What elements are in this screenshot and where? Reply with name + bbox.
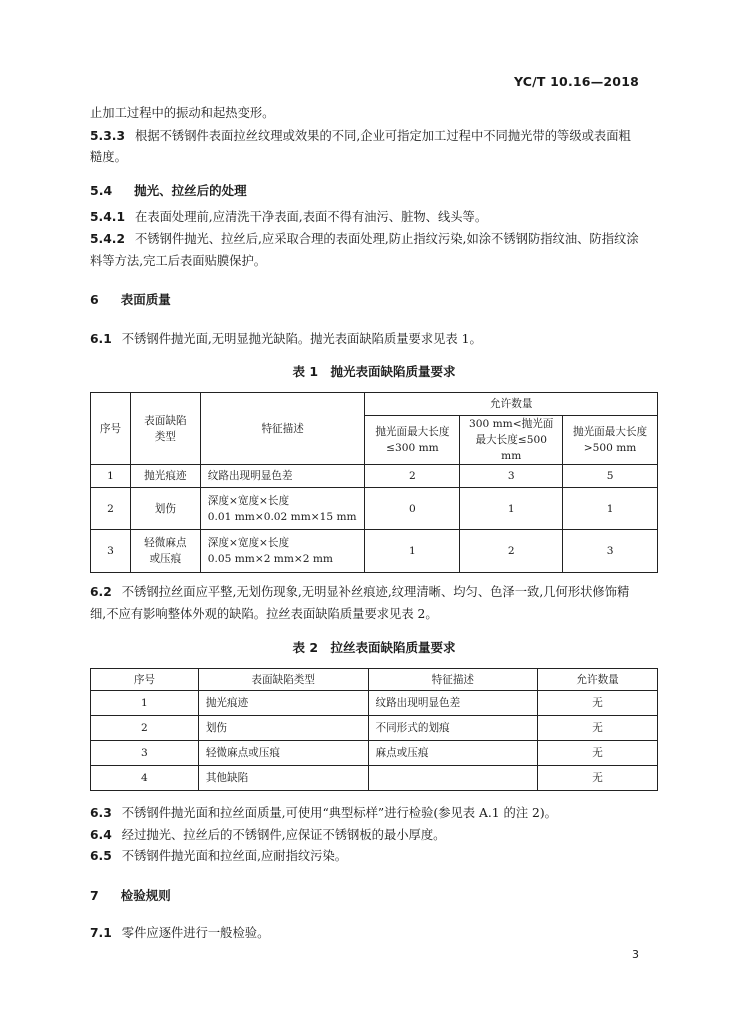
table-2-caption: 表 2 拉丝表面缺陷质量要求 bbox=[292, 640, 456, 655]
header-defect-type: 表面缺陷类型 bbox=[198, 669, 368, 691]
header-feature: 特征描述 bbox=[200, 393, 365, 465]
clause-6-4: 6.4 经过抛光、拉丝后的不锈钢件,应保证不锈钢板的最小厚度。 bbox=[90, 828, 446, 842]
table-row: 2 划伤 深度×宽度×长度 0.01 mm×0.02 mm×15 mm 0 1 1 bbox=[91, 488, 658, 530]
clause-number: 5.4.1 bbox=[90, 210, 126, 224]
clause-5-3-3: 5.3.3 根据不锈钢件表面拉丝纹理或效果的不同,企业可指定加工过程中不同抛光带的等级或表面粗 bbox=[90, 129, 631, 143]
clause-6-2-cont: 细,不应有影响整体外观的缺陷。拉丝表面缺陷质量要求见表 2。 bbox=[90, 607, 438, 621]
clause-number: 6.5 bbox=[90, 849, 112, 863]
clause-6-5: 6.5 不锈钢件抛光面和拉丝面,应耐指纹污染。 bbox=[90, 849, 348, 863]
clause-5-4-2-cont: 料等方法,完工后表面贴膜保护。 bbox=[90, 254, 267, 268]
clause-number: 6.4 bbox=[90, 828, 112, 842]
clause-number: 5.3.3 bbox=[90, 129, 126, 143]
header-no: 序号 bbox=[91, 393, 131, 465]
table-row: 3 轻微麻点或压痕 麻点或压痕 无 bbox=[91, 741, 658, 766]
clause-5-4-2: 5.4.2 不锈钢件抛光、拉丝后,应采取合理的表面处理,防止指纹污染,如涂不锈钢防指纹油、防指纹涂 bbox=[90, 232, 639, 246]
header-allowed: 允许数量 bbox=[538, 669, 658, 691]
table-row: 4 其他缺陷 无 bbox=[91, 766, 658, 791]
clause-number: 6.1 bbox=[90, 332, 112, 346]
clause-number: 6.3 bbox=[90, 806, 112, 820]
header-feature: 特征描述 bbox=[368, 669, 538, 691]
section-7-heading: 7 检验规则 bbox=[90, 888, 171, 903]
paragraph-continuation: 止加工过程中的振动和起热变形。 bbox=[90, 106, 275, 120]
clause-number: 7.1 bbox=[90, 926, 112, 940]
header-no: 序号 bbox=[91, 669, 199, 691]
clause-number: 5.4.2 bbox=[90, 232, 126, 246]
page-number: 3 bbox=[632, 948, 639, 961]
standard-code: YC/T 10.16—2018 bbox=[513, 74, 639, 89]
table-row: 1 抛光痕迹 纹路出现明显色差 2 3 5 bbox=[91, 465, 658, 488]
clause-5-4-1: 5.4.1 在表面处理前,应清洗干净表面,表面不得有油污、脏物、线头等。 bbox=[90, 210, 488, 224]
clause-6-1: 6.1 不锈钢件抛光面,无明显抛光缺陷。抛光表面缺陷质量要求见表 1。 bbox=[90, 332, 482, 346]
header-allowed: 允许数量 bbox=[365, 393, 658, 416]
table-2 bbox=[90, 668, 658, 791]
header-defect-type: 表面缺陷 类型 bbox=[130, 393, 200, 465]
clause-6-3: 6.3 不锈钢件抛光面和拉丝面质量,可使用“典型标样”进行检验(参见表 A.1 的注 2)。 bbox=[90, 806, 557, 820]
section-6-heading: 6 表面质量 bbox=[90, 292, 171, 307]
table-row: 3 轻微麻点 或压痕 深度×宽度×长度 0.05 mm×2 mm×2 mm 1 2 3 bbox=[91, 530, 658, 573]
clause-7-1: 7.1 零件应逐件进行一般检验。 bbox=[90, 926, 270, 940]
table-1 bbox=[90, 392, 658, 573]
section-5-4-heading: 5.4 抛光、拉丝后的处理 bbox=[90, 183, 247, 198]
header-col-3: 抛光面最大长度 >500 mm bbox=[563, 416, 658, 465]
table-row: 2 划伤 不同形式的划痕 无 bbox=[91, 716, 658, 741]
table-row: 1 抛光痕迹 纹路出现明显色差 无 bbox=[91, 691, 658, 716]
clause-5-3-3-cont: 糙度。 bbox=[90, 150, 127, 164]
header-col-1: 抛光面最大长度 ≤300 mm bbox=[365, 416, 460, 465]
header-col-2: 300 mm<抛光面 最大长度≤500 mm bbox=[460, 416, 563, 465]
clause-number: 6.2 bbox=[90, 585, 112, 599]
clause-6-2: 6.2 不锈钢拉丝面应平整,无划伤现象,无明显补丝痕迹,纹理清晰、均匀、色泽一致,几何形状修饰精 bbox=[90, 585, 630, 599]
table-1-caption: 表 1 抛光表面缺陷质量要求 bbox=[292, 364, 456, 379]
